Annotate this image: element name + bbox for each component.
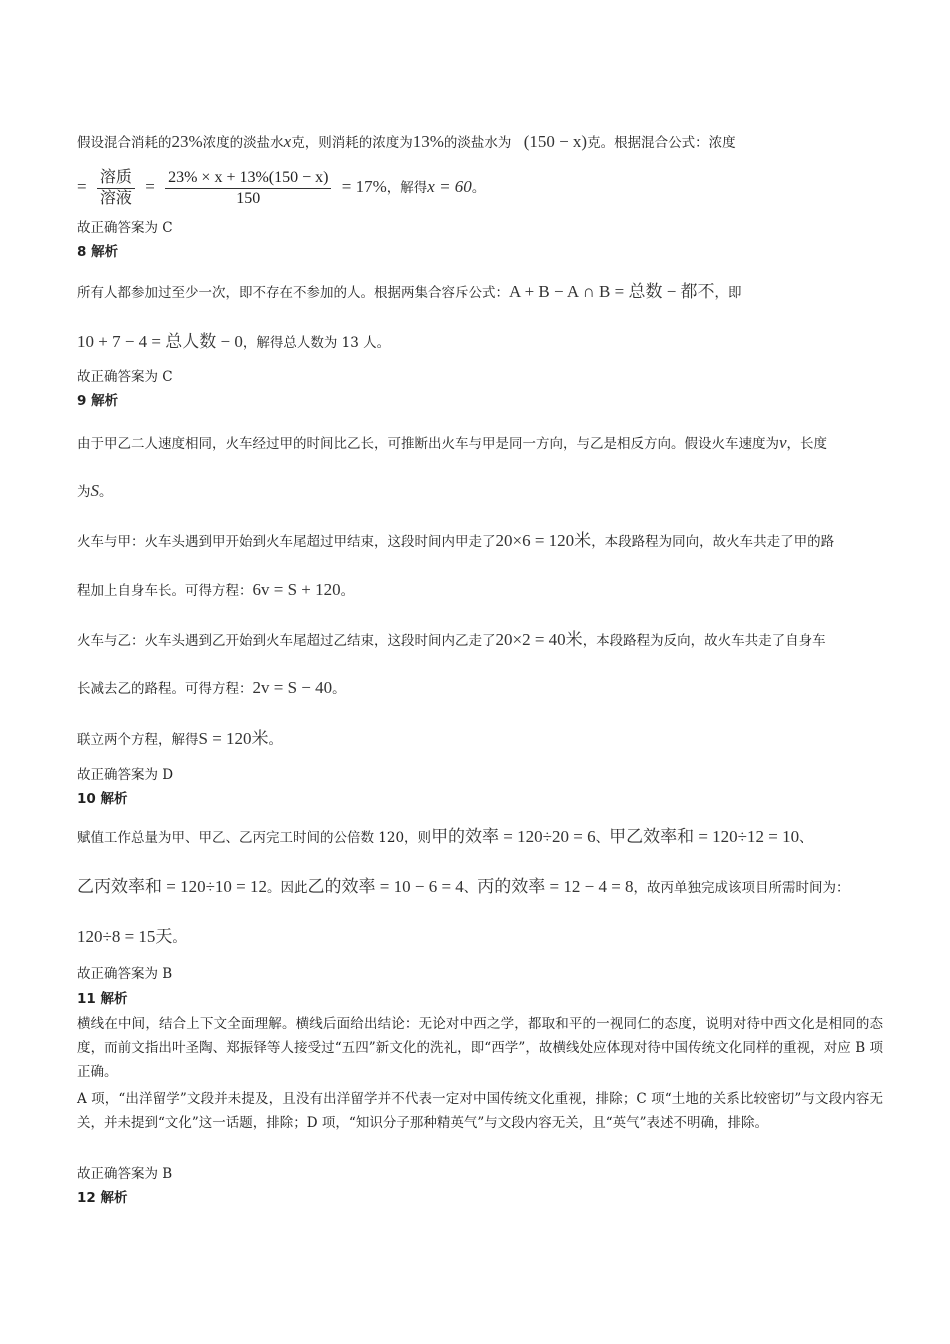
q10-answer: 故正确答案为 B (77, 966, 173, 982)
q10-heading: 10 解析 (77, 791, 128, 807)
math-150-minus-x: (150 − x) (523, 132, 588, 151)
q9-line6: 长减去乙的路程。可得方程：2v = S − 40。 (77, 678, 346, 697)
math-inclusion-exclusion: A + B − A ∩ B = 总数 − 都不 (509, 282, 715, 301)
math-jiayi-rate: 甲乙效率和 = 120÷12 = 10 (609, 827, 800, 846)
q10-line3: 120÷8 = 15天。 (77, 927, 186, 946)
math-23pct: 23% (171, 132, 203, 151)
math-yi-rate: 乙的效率 = 10 − 6 = 4 (307, 877, 464, 896)
q11-paragraph-1: 横线在中间，结合上下文全面理解。横线后面给出结论：无论对中西之学，都取和平的一视同仁的态度，说明对待中西文化是相同的态度，而前文指出叶圣陶、郑振铎等人接受过“五四”新文化的洗礼，即“西学”，故横线处应体现对待中国传统文化同样的重视，对应 B 项正确。 (77, 1016, 883, 1080)
math-eq2: 2v = S − 40 (252, 678, 333, 697)
q7-line1: 假设混合消耗的23%浓度的淡盐水x克，则消耗的浓度为13%的淡盐水为 (150 − x)克。根据混合公式：浓度 (77, 132, 736, 151)
math-S: S (90, 481, 99, 500)
math-13pct: 13% (412, 132, 444, 151)
q8-answer: 故正确答案为 C (77, 369, 173, 385)
q7-answer: 故正确答案为 C (77, 220, 173, 236)
q8-line1: 所有人都参加过至少一次，即不存在不参加的人。根据两集合容斥公式：A + B − A ∩ B = 总数 − 都不，即 (77, 282, 742, 301)
q9-line1: 由于甲乙二人速度相同，火车经过甲的时间比乙长，可推断出火车与甲是同一方向，与乙是相反方向。假设火车速度为v，长度 (77, 433, 828, 452)
q9-answer: 故正确答案为 D (77, 767, 174, 783)
q9-line4: 程加上自身车长。可得方程：6v = S + 120。 (77, 580, 355, 599)
q7-line2: = $\frac{\text{溶质}}{\text{溶液}}$ = $\frac{23\% \times x + 13\%(150 - x)}{150}$ = 17%，解得x = 60。 (77, 169, 486, 207)
math-bing-rate: 丙的效率 = 12 − 4 = 8 (477, 877, 634, 896)
math-eq1: 6v = S + 120 (252, 580, 341, 599)
math-jia-rate: 甲的效率 = 120÷20 = 6 (431, 827, 596, 846)
math-jia-distance: 20×6 = 120米 (495, 531, 592, 550)
q8-heading: 8 解析 (77, 244, 119, 260)
q9-line3: 火车与甲：火车头遇到甲开始到火车尾超过甲结束，这段时间内甲走了20×6 = 120米，本段路程为同向，故火车共走了甲的路 (77, 531, 835, 550)
q9-line7: 联立两个方程，解得S = 120米。 (77, 729, 283, 748)
q10-line1: 赋值工作总量为甲、甲乙、乙丙完工时间的公倍数 120，则甲的效率 = 120÷20 = 6、甲乙效率和 = 120÷12 = 10、 (77, 827, 813, 846)
math-solution: x = 60 (427, 177, 472, 196)
q9-line2: 为S。 (77, 481, 113, 500)
q11-paragraph-2: A 项，“出洋留学”文段并未提及，且没有出洋留学并不代表一定对中国传统文化重视，排除；C 项“土地的关系比较密切”与文段内容无关，并未提到“文化”这一话题，排除；D 项，“知识分子那种精英气”与文段内容无关，且“英气”表述不明确，排除。 (77, 1091, 883, 1131)
q9-line5: 火车与乙：火车头遇到乙开始到火车尾超过乙结束，这段时间内乙走了20×2 = 40米，本段路程为反向，故火车共走了自身车 (77, 630, 826, 649)
q8-line2: 10 + 7 − 4 = 总人数 − 0，解得总人数为 13 人。 (77, 332, 391, 351)
math-yi-distance: 20×2 = 40米 (495, 630, 583, 649)
math-days: 120÷8 = 15天 (77, 927, 173, 946)
math-S-solution: S = 120米 (198, 729, 269, 748)
fraction-mixture: $\frac{23\% \times x + 13\%(150 - x)}{150}$ (165, 168, 331, 209)
math-v: v (779, 433, 787, 452)
fraction-solute-solution: $\frac{\text{溶质}}{\text{溶液}}$ (97, 168, 135, 209)
q11-heading: 11 解析 (77, 991, 128, 1007)
q11-answer: 故正确答案为 B (77, 1166, 173, 1182)
math-x: x (283, 132, 292, 151)
math-result: = 17% (341, 177, 387, 196)
q12-heading: 12 解析 (77, 1190, 128, 1206)
math-yibing-rate: 乙丙效率和 = 120÷10 = 12 (77, 877, 268, 896)
q9-heading: 9 解析 (77, 393, 119, 409)
math-total-eq: 10 + 7 − 4 = 总人数 − 0 (77, 332, 243, 351)
q10-line2: 乙丙效率和 = 120÷10 = 12。因此乙的效率 = 10 − 6 = 4、丙的效率 = 12 − 4 = 8，故丙单独完成该项目所需时间为： (77, 877, 850, 896)
